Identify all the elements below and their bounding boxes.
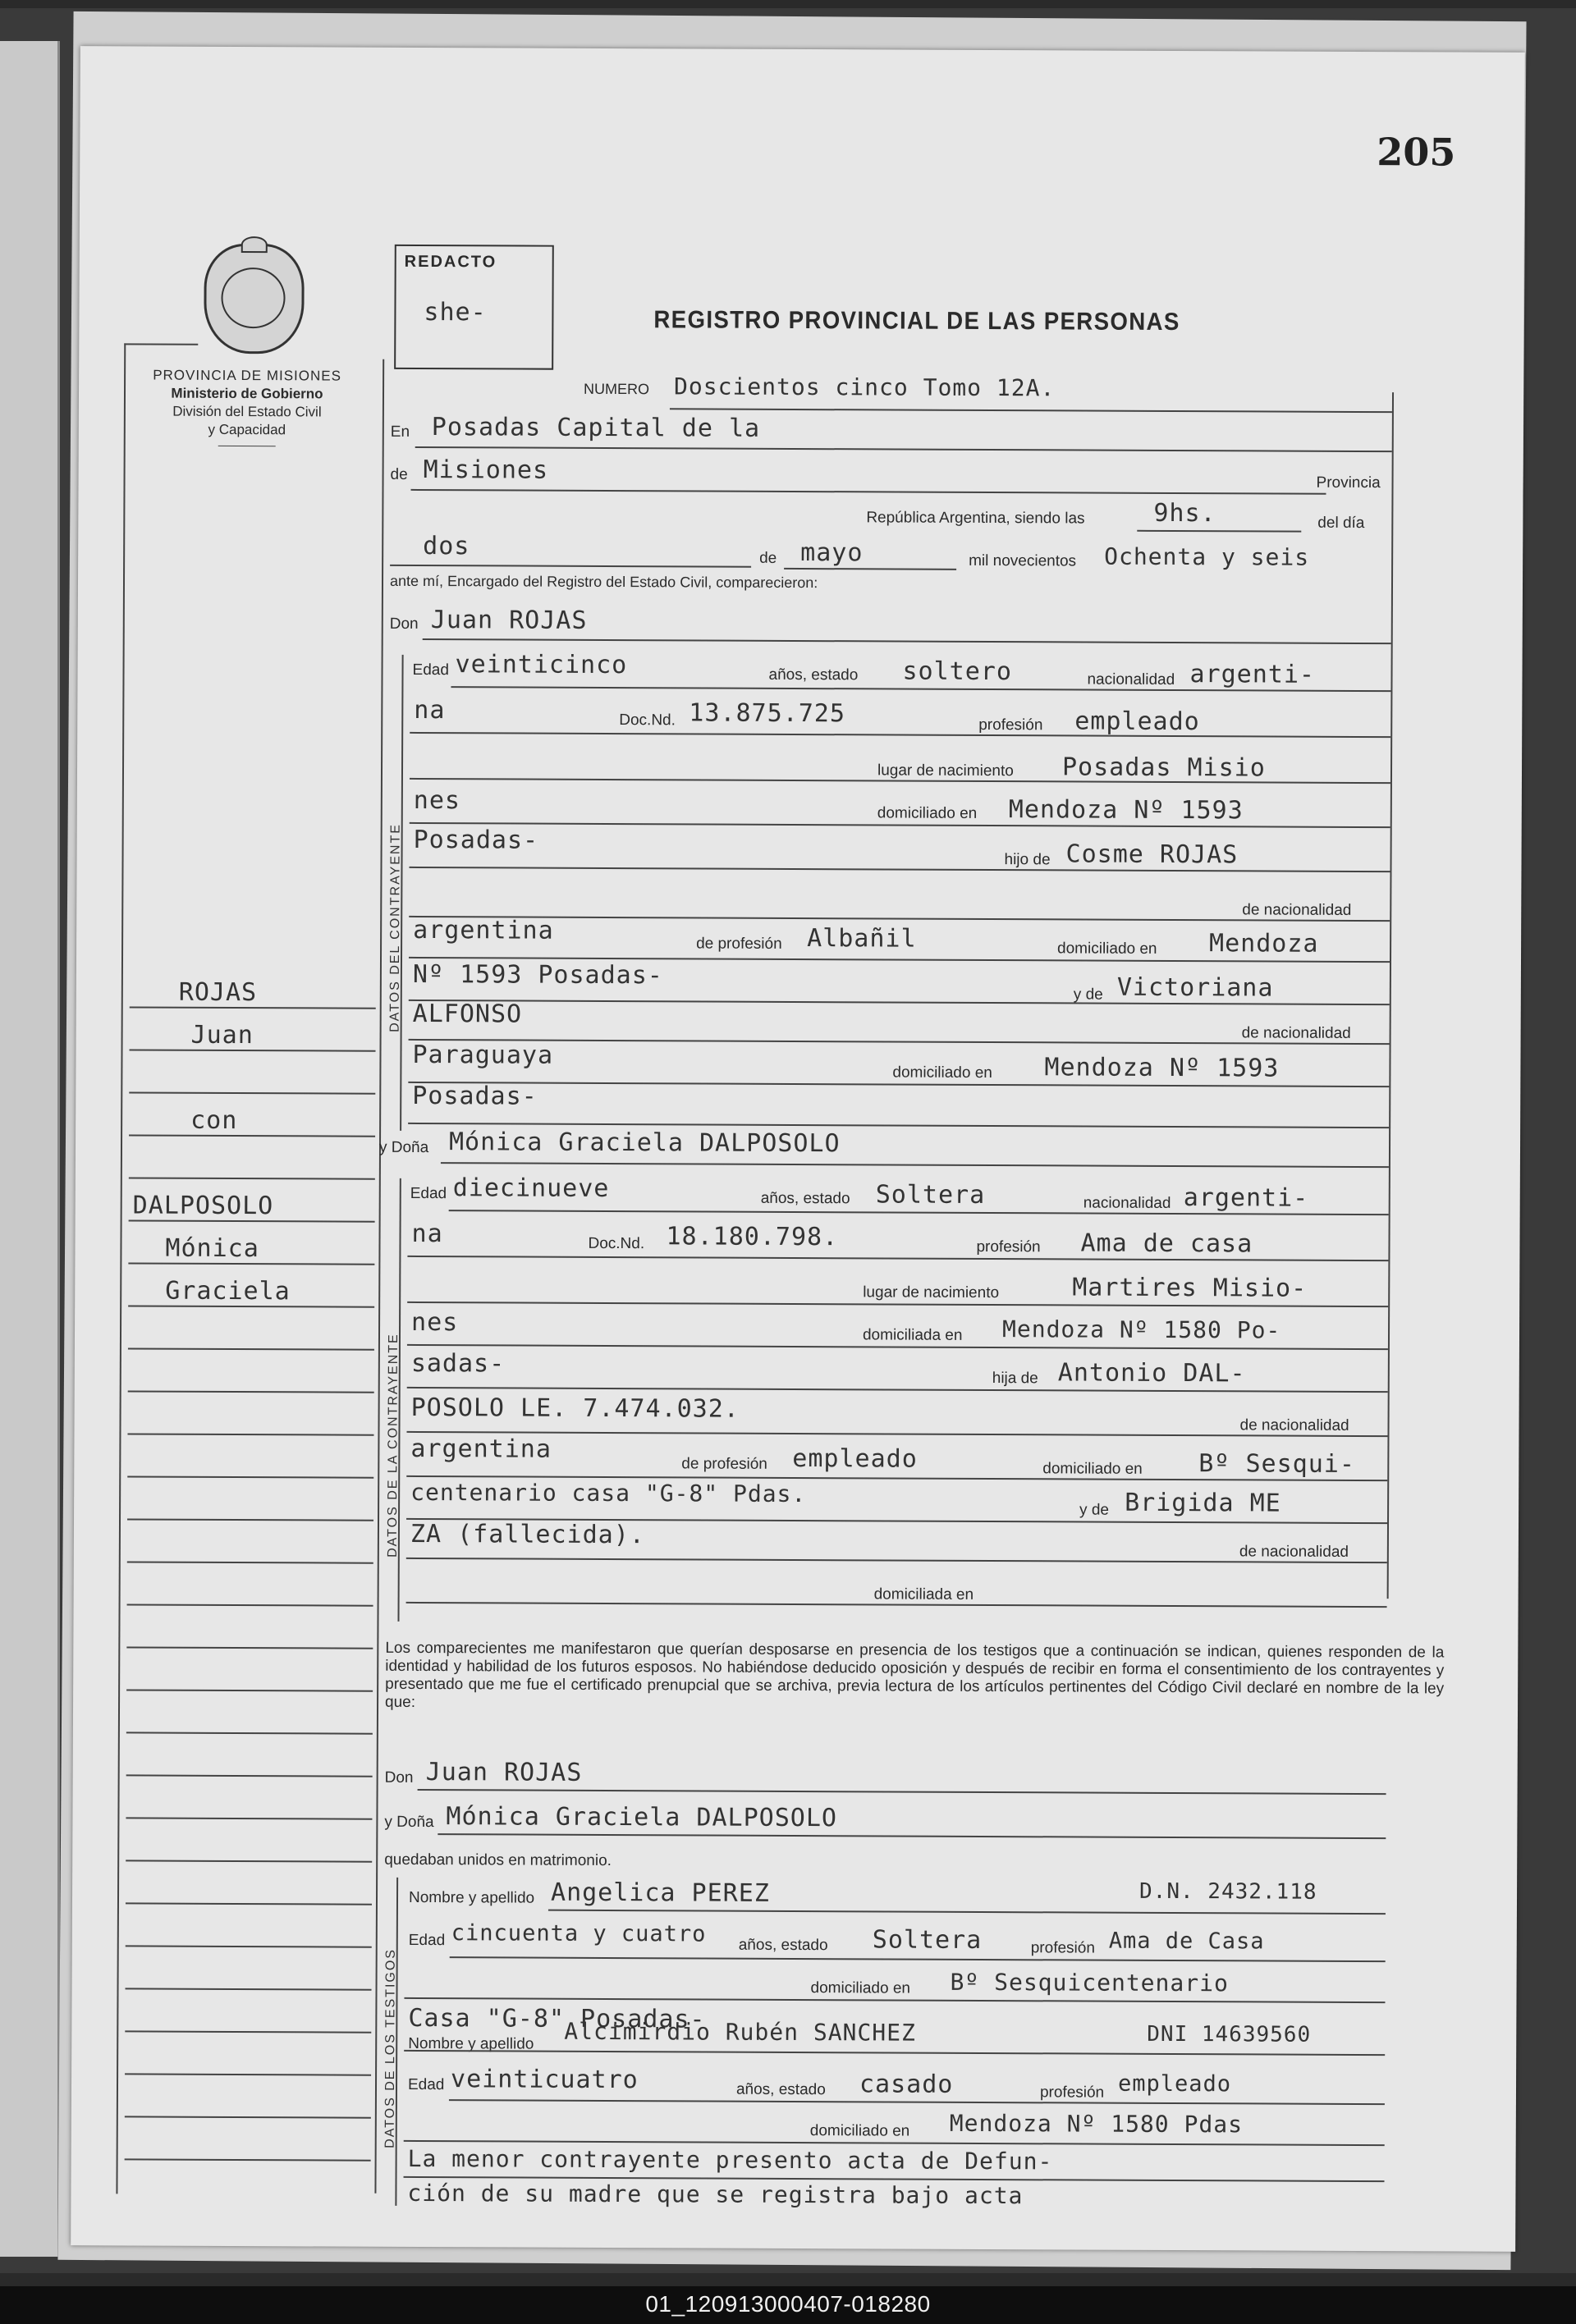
c1-padre-nac: argentina: [413, 915, 554, 945]
c1-de-nacionalidad-label: de nacionalidad: [1242, 901, 1352, 919]
t1-dom-label: domiciliado en: [810, 1979, 911, 1997]
c1-domicilio-value: Mendoza Nº 1593: [1008, 795, 1244, 826]
decl-dona-label: y Doña: [384, 1813, 434, 1832]
left-page-edge: [0, 41, 60, 2257]
testigos-title: DATOS DE LOS TESTIGOS: [383, 1947, 398, 2148]
t1-anios-label: años, estado: [738, 1936, 828, 1955]
c1-madre-dom-label: domiciliado en: [892, 1064, 992, 1082]
c1-padre-dom-label: domiciliado en: [1057, 940, 1157, 958]
mes-value: mayo: [800, 538, 864, 568]
margin-name-2a: Mónica: [165, 1233, 259, 1264]
en-label: En: [390, 423, 410, 441]
margin-right-rule: [374, 359, 384, 2194]
c1-padre-prof: Albañil: [807, 924, 917, 954]
note-line-1: La menor contrayente presento acta de Defun-: [407, 2144, 1053, 2175]
de-mes-label: de: [759, 549, 777, 567]
margin-surname-2: DALPOSOLO: [132, 1191, 274, 1221]
del-dia-label: del día: [1317, 514, 1365, 533]
footer-id: 01_120913000407-018280: [645, 2291, 931, 2317]
c1-nacionalidad-cont: na: [414, 695, 446, 725]
c2-domicilio-label: domiciliada en: [862, 1326, 963, 1344]
t1-doc-value: D.N. 2432.118: [1138, 1878, 1317, 1905]
margin-top-rule: [124, 343, 198, 345]
decl-don-value: Juan ROJAS: [425, 1758, 583, 1787]
don-value: Juan ROJAS: [430, 606, 588, 635]
c1-madre-value: Victoriana: [1116, 972, 1274, 1003]
t1-edad-value: cincuenta y cuatro: [451, 1920, 707, 1947]
c1-doc-label: Doc.Nd.: [619, 711, 676, 730]
c1-y-de-label: y de: [1073, 986, 1103, 1004]
c1-nacionalidad-label: nacionalidad: [1087, 670, 1175, 689]
capacity-line: y Capacidad: [208, 421, 286, 438]
en-value: Posadas Capital de la: [431, 413, 761, 443]
c1-hijo-label: hijo de: [1004, 851, 1051, 869]
c1-lugar-cont: nes: [413, 785, 461, 816]
c2-doc-value: 18.180.798.: [666, 1222, 839, 1252]
de-label: de: [390, 465, 408, 483]
c1-nacionalidad-value: argenti-: [1189, 660, 1316, 689]
declaration-text: Los comparecientes me manifestaron que querían desposarse en presencia de los testigos que a continuación se indican, quienes responden de la identidad y habilidad de los futuros esposos. No habiéndose deducido oposición y después de recibir en forma el consentimiento de los contrayentes y presentado que me fue el certificado prenupcial que se archiva, previa lectura de los artículos pertinentes del Código Civil declaré en nombre de la ley que:: [385, 1639, 1445, 1711]
c1-lugar-value: Posadas Misio: [1061, 753, 1266, 783]
c1-doc-value: 13.875.725: [689, 698, 846, 729]
c2-madre-dom-label: domiciliada en: [873, 1585, 974, 1603]
provincia-label: Provincia: [1316, 473, 1381, 492]
t2-anios-label: años, estado: [735, 2080, 826, 2099]
c2-edad-label: Edad: [410, 1184, 447, 1203]
provincial-seal-icon: [204, 244, 305, 355]
c1-profesion-label: profesión: [978, 716, 1043, 734]
province-line: PROVINCIA DE MISIONES: [153, 367, 342, 384]
decl-dona-value: Mónica Graciela DALPOSOLO: [446, 1802, 838, 1833]
t1-edad-label: Edad: [408, 1931, 446, 1950]
c2-profesion-label: profesión: [976, 1237, 1041, 1256]
anio-value: Ochenta y seis: [1104, 542, 1310, 571]
c1-domicilio-cont: Posadas-: [413, 825, 539, 855]
c2-padre-cont: POSOLO LE. 7.474.032.: [410, 1393, 740, 1424]
ante-label: ante mí, Encargado del Registro del Estado Civil, comparecieron:: [389, 572, 818, 592]
c2-domicilio-value: Mendoza Nº 1580 Po-: [1001, 1315, 1281, 1344]
t1-prof-value: Ama de Casa: [1108, 1928, 1265, 1955]
ministry-line: Ministerio de Gobierno: [171, 385, 323, 402]
c2-padre-prof: empleado: [792, 1443, 918, 1474]
de-value: Misiones: [423, 455, 549, 485]
t1-estado-value: Soltera: [872, 1925, 983, 1955]
c2-padre-dom-label: domiciliado en: [1042, 1460, 1143, 1478]
t1-prof-label: profesión: [1030, 1939, 1095, 1957]
redacto-label: REDACTO: [404, 252, 497, 272]
c1-madre-value-cont: ALFONSO: [412, 999, 523, 1029]
c1-domicilio-label: domiciliado en: [877, 804, 978, 822]
contrayente-2-title: DATOS DE LA CONTRAYENTE: [385, 1333, 401, 1558]
margin-name-2b: Graciela: [165, 1276, 291, 1306]
c1-madre-dom-cont: Posadas-: [412, 1081, 538, 1111]
c2-lugar-label: lugar de nacimiento: [863, 1283, 1000, 1302]
c1-edad-label: Edad: [412, 661, 449, 679]
c1-padre-dom-cont: Nº 1593 Posadas-: [412, 959, 663, 990]
margin-name-1: Juan: [190, 1020, 254, 1050]
c1-madre-dom: Mendoza Nº 1593: [1044, 1053, 1280, 1083]
c1-de-nacionalidad-label-2: de nacionalidad: [1241, 1024, 1351, 1042]
c2-padre-value: Antonio DAL-: [1057, 1358, 1246, 1388]
c2-madre-cont: ZA (fallecida).: [410, 1519, 645, 1550]
c2-dona-value: Mónica Graciela DALPOSOLO: [448, 1128, 841, 1159]
c1-estado-value: soltero: [902, 656, 1013, 687]
c1-anios-label: años, estado: [768, 666, 859, 684]
t2-estado-value: casado: [859, 2070, 954, 2099]
t2-edad-label: Edad: [407, 2075, 445, 2094]
t2-dom-label: domiciliado en: [809, 2122, 910, 2140]
document-page: [71, 46, 1525, 2252]
t2-prof-value: empleado: [1117, 2070, 1232, 2098]
c2-estado-value: Soltera: [875, 1180, 986, 1210]
t1-nombre-value: Angelica PEREZ: [550, 1878, 770, 1908]
c2-hija-label: hija de: [992, 1370, 1038, 1388]
c2-dona-label: y Doña: [378, 1138, 429, 1157]
t1-dom-value: Bº Sesquicentenario: [950, 1968, 1229, 1997]
c2-de-profesion-label: de profesión: [681, 1455, 767, 1473]
margin-surname-1: ROJAS: [178, 977, 258, 1008]
c2-de-nacionalidad-label-2: de nacionalidad: [1239, 1543, 1349, 1561]
t2-nombre-label: Nombre y apellido: [408, 2034, 534, 2053]
margin-left-rule: [116, 343, 126, 2194]
c2-nacionalidad-cont: na: [411, 1219, 443, 1249]
document-title: REGISTRO PROVINCIAL DE LAS PERSONAS: [653, 306, 1180, 336]
contrayente-1-title: DATOS DEL CONTRAYENTE: [387, 823, 403, 1032]
decl-don-label: Don: [384, 1768, 414, 1786]
dia-value: dos: [423, 532, 470, 561]
t2-edad-value: veinticuatro: [450, 2065, 639, 2095]
c2-domicilio-cont: sadas-: [410, 1348, 506, 1379]
t2-doc-value: DNI 14639560: [1147, 2021, 1312, 2047]
c2-padre-nac: argentina: [410, 1434, 552, 1464]
hora-value: 9hs.: [1153, 498, 1216, 528]
c1-de-profesion-label: de profesión: [696, 935, 782, 953]
c2-nacionalidad-value: argenti-: [1183, 1183, 1309, 1213]
margin-con: con: [190, 1105, 238, 1136]
c1-padre-dom: Mendoza: [1209, 929, 1319, 958]
redacto-value: she-: [424, 298, 487, 327]
numero-label: NUMERO: [583, 380, 650, 398]
t1-nombre-label: Nombre y apellido: [408, 1888, 535, 1907]
t2-nombre-value: Alcimirdio Rubén SANCHEZ: [564, 2017, 916, 2047]
republica-label: República Argentina, siendo las: [866, 509, 1085, 528]
t2-prof-label: profesión: [1039, 2084, 1105, 2102]
c1-madre-nac: Paraguaya: [412, 1040, 554, 1070]
c2-nacionalidad-label: nacionalidad: [1083, 1194, 1171, 1212]
numero-value: Doscientos cinco Tomo 12A.: [673, 373, 1056, 402]
t1-dom-cont: Casa "G-8" Posadas-: [408, 2003, 706, 2034]
mil-label: mil novecientos: [969, 551, 1077, 570]
c2-lugar-cont: nes: [410, 1307, 459, 1338]
t2-dom-value: Mendoza Nº 1580 Pdas: [949, 2109, 1244, 2139]
c2-profesion-value: Ama de casa: [1080, 1228, 1253, 1259]
province-block: [136, 366, 358, 446]
page-number: 205: [1377, 130, 1456, 175]
c1-edad-value: veinticinco: [455, 650, 628, 680]
main-right-rule: [1387, 392, 1394, 1599]
c2-doc-label: Doc.Nd.: [588, 1234, 645, 1253]
c2-madre-value: Brigida ME: [1125, 1488, 1281, 1518]
c1-profesion-value: empleado: [1074, 707, 1200, 737]
decl-closing: quedaban unidos en matrimonio.: [384, 1851, 612, 1870]
c2-lugar-value: Martires Misio-: [1072, 1273, 1308, 1303]
division-line: División del Estado Civil: [172, 403, 322, 420]
c1-padre-value: Cosme ROJAS: [1065, 839, 1239, 870]
c2-de-nacionalidad-label: de nacionalidad: [1239, 1416, 1349, 1434]
c2-anios-label: años, estado: [760, 1189, 850, 1208]
c1-lugar-label: lugar de nacimiento: [877, 762, 1014, 780]
note-line-2: ción de su madre que se registra bajo acta: [407, 2179, 1024, 2210]
c2-padre-dom-cont: centenario casa "G-8" Pdas.: [410, 1478, 807, 1508]
don-label: Don: [389, 615, 419, 633]
c2-edad-value: diecinueve: [452, 1173, 610, 1203]
c2-y-de-label: y de: [1079, 1501, 1110, 1519]
c2-padre-dom: Bº Sesqui-: [1198, 1449, 1356, 1479]
